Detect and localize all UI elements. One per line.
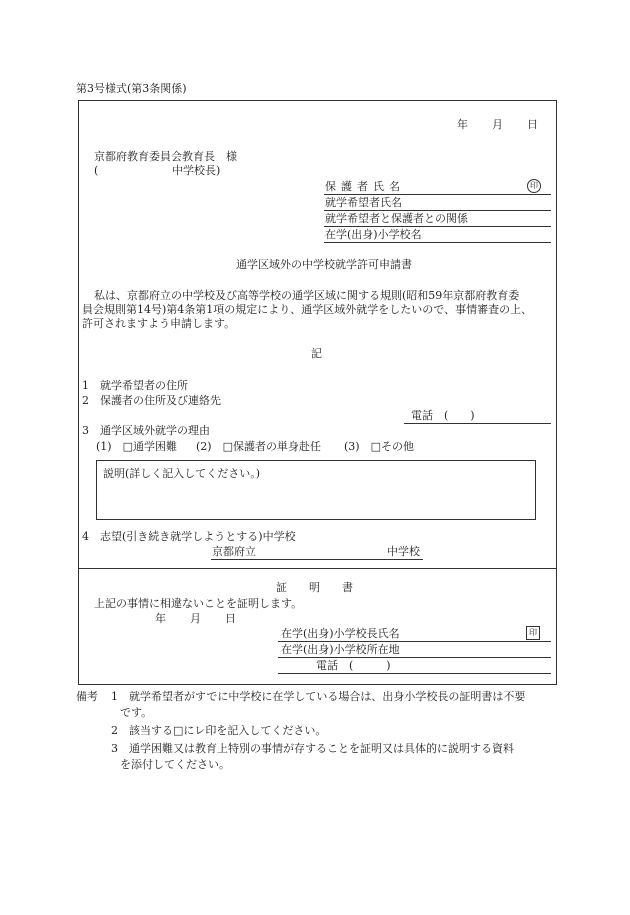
- date-month: 月: [492, 118, 503, 131]
- school-address-label: 在学(出身)小学校所在地: [281, 643, 400, 656]
- item-4: 4 志望(引き続き就学しようとする)中学校: [82, 530, 296, 543]
- note-2: 2 該当する□にレ印を記入してください。: [111, 724, 327, 737]
- cert-date-month: 月: [190, 612, 201, 625]
- body-line-3: 許可されますよう申請します。: [82, 317, 236, 330]
- elementary-school-line[interactable]: [324, 242, 551, 243]
- notes-label: 備考: [76, 690, 98, 703]
- guardian-name-line[interactable]: [324, 194, 551, 195]
- form-number: 第3号様式(第3条関係): [76, 82, 187, 95]
- seal-square-icon: 印: [526, 626, 540, 640]
- explanation-label: 説明(詳しく記入してください。): [103, 467, 261, 480]
- cert-date-day: 日: [225, 612, 236, 625]
- certificate-divider: [78, 568, 557, 569]
- applicant-name-label: 就学希望者氏名: [325, 196, 402, 209]
- relationship-label: 就学希望者と保護者との関係: [325, 212, 468, 225]
- applicant-name-line[interactable]: [324, 210, 551, 211]
- body-line-1: 私は、京都府立の中学校及び高等学校の通学区域に関する規則(昭和59年京都府教育委: [94, 289, 520, 302]
- item-3: 3 通学区域外就学の理由: [82, 424, 210, 437]
- elementary-school-label: 在学(出身)小学校名: [325, 228, 422, 241]
- body-line-2: 員会規則第14号)第4条第1項の規定により、通学区域外就学をしたいので、事情審査の上、: [82, 303, 533, 316]
- addressee: 京都府教育委員会教育長 様: [94, 150, 237, 163]
- certificate-title: 証 明 書: [276, 581, 353, 594]
- pref-school-label: 京都府立: [212, 545, 256, 558]
- option-1[interactable]: (1) □通学困難: [96, 440, 177, 453]
- principal-name-label: 在学(出身)小学校長氏名: [281, 627, 400, 640]
- option-3[interactable]: (3) □その他: [344, 440, 414, 453]
- certificate-statement: 上記の事情に相違ないことを証明します。: [94, 597, 303, 610]
- phone-label: 電話 ( ): [411, 409, 475, 422]
- principal-name-line[interactable]: [278, 641, 551, 642]
- junior-high-label: 中学校: [387, 545, 420, 558]
- cert-date-year: 年: [155, 612, 166, 625]
- cert-phone-line[interactable]: [278, 673, 551, 674]
- seal-icon: 印: [527, 179, 541, 193]
- relationship-line[interactable]: [324, 226, 551, 227]
- item-2: 2 保護者の住所及び連絡先: [82, 394, 221, 407]
- note-1-line-1: 1 就学希望者がすでに中学校に在学している場合は、出身小学校長の証明書は不要: [111, 690, 526, 703]
- addressee-paren: (: [94, 164, 99, 177]
- option-2[interactable]: (2) □保護者の単身赴任: [196, 440, 321, 453]
- junior-high-line[interactable]: [211, 559, 423, 560]
- note-1-line-2: です。: [120, 706, 153, 719]
- guardian-name-label: 保護者氏名: [325, 180, 405, 193]
- addressee-principal: 中学校長): [172, 164, 221, 177]
- date-year: 年: [457, 118, 468, 131]
- item-1: 1 就学希望者の住所: [82, 379, 188, 392]
- ki-mark: 記: [311, 347, 322, 360]
- note-3-line-1: 3 通学困難又は教育上特別の事情が存することを証明又は具体的に説明する資料: [111, 742, 514, 755]
- phone-line[interactable]: [404, 423, 551, 424]
- cert-phone-label: 電話 ( ): [316, 659, 391, 672]
- note-3-line-2: を添付してください。: [120, 758, 230, 771]
- form-title: 通学区域外の中学校就学許可申請書: [236, 258, 412, 271]
- school-address-line[interactable]: [278, 657, 551, 658]
- date-day: 日: [527, 118, 538, 131]
